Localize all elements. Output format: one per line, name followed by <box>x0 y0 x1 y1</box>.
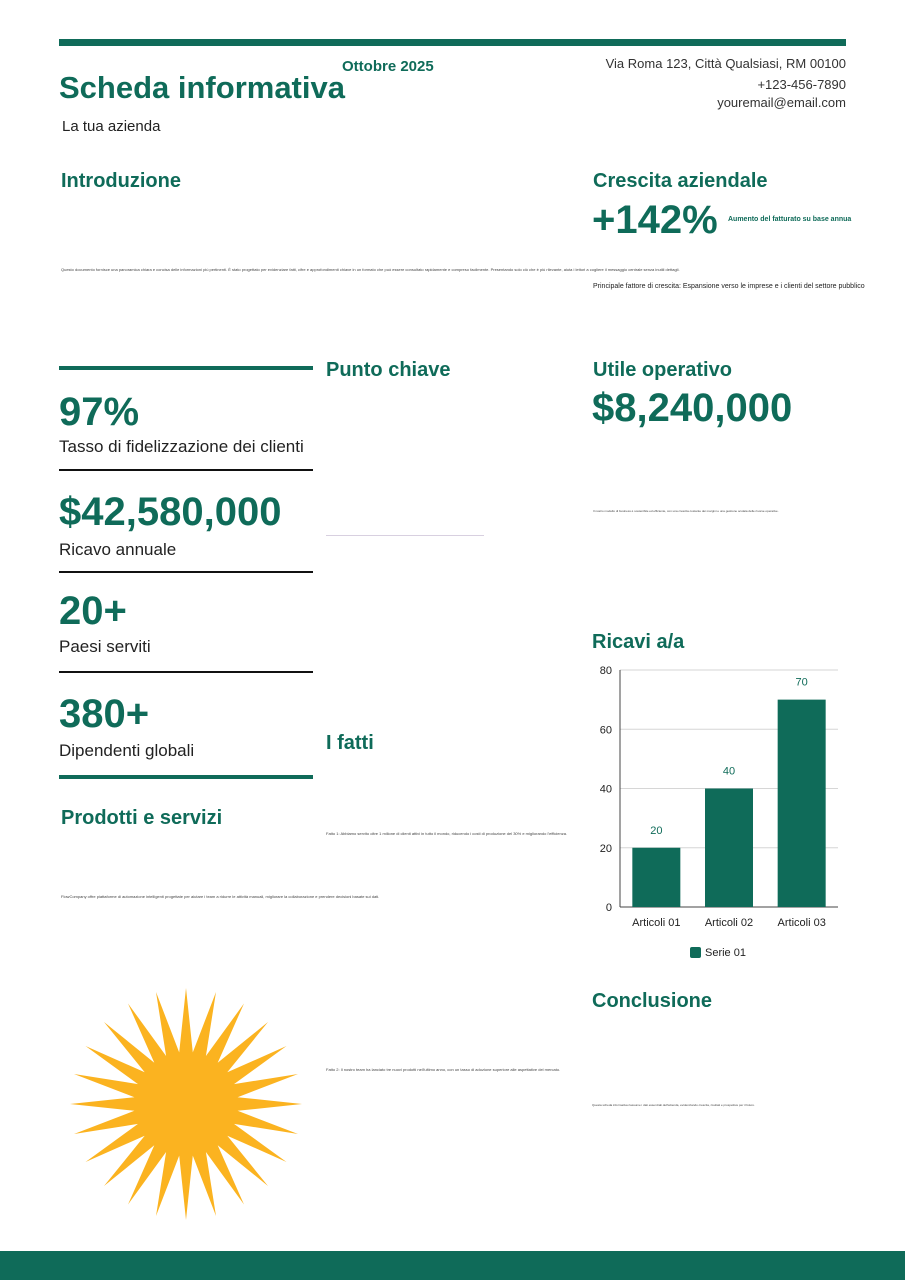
stat-divider <box>59 671 313 673</box>
sun-icon <box>70 988 302 1220</box>
operating-heading: Utile operativo <box>593 359 732 381</box>
x-tick-label: Articoli 02 <box>704 917 754 929</box>
bar <box>778 700 826 907</box>
bottom-accent-bar <box>0 1251 905 1280</box>
operating-body: Il nostro modello di business è sostenibile ed efficiente, con una crescita costante dei margini e una gestione oculata delle risorse operative. <box>593 509 779 513</box>
legend-swatch <box>690 947 701 958</box>
stat-value-countries: 20+ <box>59 589 127 633</box>
intro-body: Questo documento fornisce una panoramica chiara e concisa delle informazioni più pertinenti. È stato progettato per evidenziare fatti, cifre e approfondimenti chiave in un formato che può essere consultato rapidamente e compreso facilmente. Presentando solo ciò che è più rilevante, aiuta i lettori a cogliere il messaggio centrale senza inutili dettagli. <box>61 267 680 272</box>
y-tick-label: 0 <box>605 902 612 914</box>
stat-label-revenue: Ricavo annuale <box>59 540 177 559</box>
address: Via Roma 123, Città Qualsiasi, RM 00100 <box>605 56 846 71</box>
bar <box>705 789 753 908</box>
growth-driver: Principale fattore di crescita: Espansione verso le imprese e i clienti del settore pubblico <box>593 283 865 290</box>
stat-divider <box>59 571 313 573</box>
stats-top-rule <box>59 366 313 370</box>
growth-value: +142% <box>592 198 718 242</box>
stat-value-retention: 97% <box>59 390 140 434</box>
phone: +123-456-7890 <box>757 77 846 92</box>
stat-divider <box>59 469 313 471</box>
data-label: 70 <box>795 676 808 689</box>
issue-date: Ottobre 2025 <box>342 58 434 75</box>
products-heading: Prodotti e servizi <box>61 807 223 829</box>
top-accent-bar <box>59 39 846 46</box>
y-tick-label: 40 <box>599 783 612 796</box>
stat-label-countries: Paesi serviti <box>59 637 151 656</box>
stat-label-employees: Dipendenti globali <box>59 741 195 760</box>
revenue-bar-chart <box>592 660 852 970</box>
bar <box>632 848 680 907</box>
x-tick-label: Articoli 01 <box>632 917 681 929</box>
products-body: FlowCompany offre piattaforme di automazione intelligenti progettate per aiutare i team a ridurre le attività manuali, migliorare la collaborazione e prendere decisioni basate sui dati. <box>61 894 380 899</box>
x-tick-label: Articoli 03 <box>777 917 826 929</box>
growth-caption: Aumento del fatturato su base annua <box>728 216 852 223</box>
stat-value-employees: 380+ <box>59 692 150 736</box>
intro-heading: Introduzione <box>61 170 181 192</box>
stat-label-retention: Tasso di fidelizzazione dei clienti <box>59 437 304 456</box>
chart-heading: Ricavi a/a <box>592 631 685 653</box>
data-label: 40 <box>722 765 736 778</box>
data-label: 20 <box>650 824 663 837</box>
key-point-heading: Punto chiave <box>326 359 451 381</box>
facts-body-1: Fatto 1: Abbiamo servito oltre 1 milione di clienti attivi in tutto il mondo, riducendo i costi di produzione del 30% e migliorando l'efficienza. <box>326 831 568 836</box>
y-tick-label: 80 <box>599 665 612 677</box>
conclusion-heading: Conclusione <box>592 990 713 1012</box>
legend-entry: Serie 01 <box>705 947 746 959</box>
page-title: Scheda informativa <box>59 70 345 105</box>
stat-value-revenue: $42,580,000 <box>59 490 282 534</box>
stats-bottom-rule <box>59 775 313 779</box>
y-tick-label: 60 <box>599 724 612 737</box>
operating-value: $8,240,000 <box>592 386 793 430</box>
conclusion-body: Questa scheda informativa riassume i dati essenziali dell'azienda, evidenziando crescita, risultati e prospettive per il futuro. <box>592 1103 755 1107</box>
key-point-divider <box>326 535 484 536</box>
facts-heading: I fatti <box>326 732 374 754</box>
y-tick-label: 20 <box>599 842 612 855</box>
company-name: La tua azienda <box>62 118 161 135</box>
facts-body-2: Fatto 2: Il nostro team ha lanciato tre nuovi prodotti nell'ultimo anno, con un tasso di adozione superiore alle aspettative del mercato. <box>326 1067 561 1072</box>
growth-heading: Crescita aziendale <box>593 170 768 192</box>
email: youremail@email.com <box>717 95 846 110</box>
